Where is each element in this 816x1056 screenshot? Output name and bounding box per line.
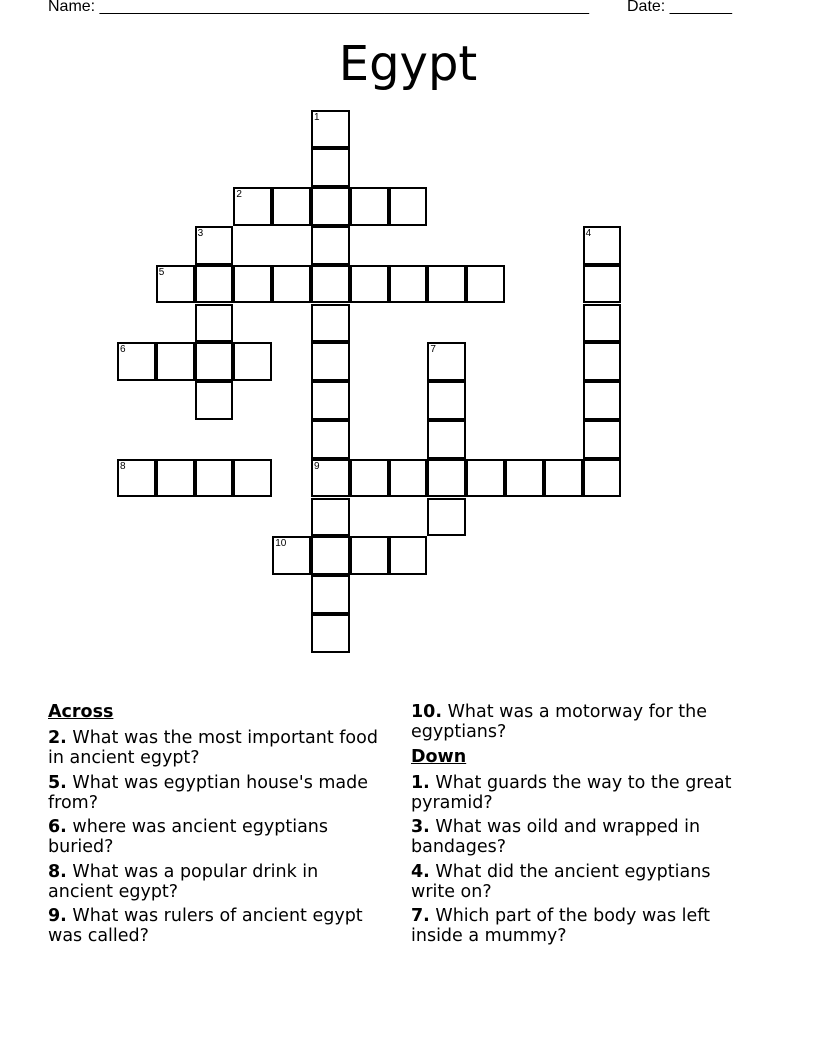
grid-cell[interactable] (311, 187, 350, 226)
grid-cell[interactable] (311, 575, 350, 614)
grid-cell[interactable] (195, 342, 234, 381)
clue-number: 9 (314, 460, 320, 472)
clue-across-10: 10. What was a motorway for the egyptians? (411, 702, 707, 742)
clue-down-4: 4. What did the ancient egyptians write on? (411, 861, 711, 902)
clues-right-column (411, 702, 751, 951)
grid-cell[interactable] (195, 459, 234, 498)
grid-cell[interactable] (466, 459, 505, 498)
grid-cell[interactable] (311, 148, 350, 187)
grid-cell[interactable] (583, 459, 622, 498)
grid-cell[interactable] (311, 342, 350, 381)
date-label: Date: _______ (627, 0, 732, 15)
grid-cell[interactable] (389, 536, 428, 575)
clue-down-7: 7. Which part of the body was left inside a mummy? (411, 906, 711, 946)
grid-cell[interactable] (233, 187, 272, 226)
clue-across-8: 8. What was a popular drink in ancient egypt? (48, 861, 319, 902)
grid-cell[interactable] (195, 381, 234, 420)
grid-cell[interactable] (427, 459, 466, 498)
grid-cell[interactable] (272, 536, 311, 575)
grid-cell[interactable] (583, 381, 622, 420)
grid-cell[interactable] (583, 420, 622, 459)
clue-across-9: 9. What was rulers of ancient egypt was called? (48, 906, 363, 946)
grid-cell[interactable] (311, 226, 350, 265)
grid-cell[interactable] (466, 265, 505, 304)
grid-cell[interactable] (195, 265, 234, 304)
grid-cell[interactable] (311, 498, 350, 537)
name-label: Name: _______________________________________________________ (48, 0, 589, 15)
grid-cell[interactable] (311, 110, 350, 149)
clue-number: 8 (120, 460, 126, 472)
grid-cell[interactable] (233, 342, 272, 381)
grid-cell[interactable] (505, 459, 544, 498)
clue-across-5: 5. What was egyptian house's made from? (48, 772, 369, 813)
grid-cell[interactable] (350, 265, 389, 304)
page-title: Egypt (338, 36, 478, 92)
grid-cell[interactable] (389, 187, 428, 226)
grid-cell[interactable] (427, 342, 466, 381)
grid-cell[interactable] (311, 459, 350, 498)
grid-cell[interactable] (233, 459, 272, 498)
grid-cell[interactable] (156, 265, 195, 304)
clue-number: 10 (275, 538, 287, 550)
clue-across-6: 6. where was ancient egyptians buried? (48, 817, 329, 857)
grid-cell[interactable] (272, 265, 311, 304)
clue-number: 6 (120, 344, 126, 356)
grid-cell[interactable] (427, 420, 466, 459)
clue-number: 7 (430, 344, 436, 356)
grid-cell[interactable] (311, 265, 350, 304)
grid-cell[interactable] (195, 304, 234, 343)
grid-cell[interactable] (311, 536, 350, 575)
across-heading: Across (48, 702, 114, 722)
grid-cell[interactable] (233, 265, 272, 304)
grid-cell[interactable] (311, 614, 350, 653)
grid-cell[interactable] (389, 459, 428, 498)
down-heading: Down (411, 746, 467, 767)
grid-cell[interactable] (156, 459, 195, 498)
grid-cell[interactable] (350, 536, 389, 575)
clue-across-2: 2. What was the most important food in ancient egypt? (48, 728, 378, 768)
grid-cell[interactable] (117, 342, 156, 381)
grid-cell[interactable] (583, 342, 622, 381)
clue-down-1: 1. What guards the way to the great pyramid? (411, 772, 732, 813)
grid-cell[interactable] (156, 342, 195, 381)
clue-number: 2 (236, 189, 242, 201)
clue-number: 4 (585, 227, 592, 239)
clue-number: 5 (158, 266, 165, 278)
grid-cell[interactable] (311, 420, 350, 459)
grid-cell[interactable] (389, 265, 428, 304)
grid-cell[interactable] (350, 459, 389, 498)
grid-cell[interactable] (195, 226, 234, 265)
grid-cell[interactable] (427, 381, 466, 420)
clue-number: 3 (197, 227, 204, 239)
grid-cell[interactable] (117, 459, 156, 498)
grid-cell[interactable] (427, 265, 466, 304)
grid-cell[interactable] (311, 304, 350, 343)
clue-number: 1 (314, 111, 320, 123)
grid-cell[interactable] (583, 226, 622, 265)
clue-down-3: 3. What was oild and wrapped in bandages? (411, 817, 701, 857)
grid-cell[interactable] (583, 304, 622, 343)
grid-cell[interactable] (583, 265, 622, 304)
clues-left-column (48, 702, 388, 951)
grid-cell[interactable] (544, 459, 583, 498)
grid-cell[interactable] (427, 498, 466, 537)
grid-cell[interactable] (350, 187, 389, 226)
grid-cell[interactable] (272, 187, 311, 226)
grid-cell[interactable] (311, 381, 350, 420)
